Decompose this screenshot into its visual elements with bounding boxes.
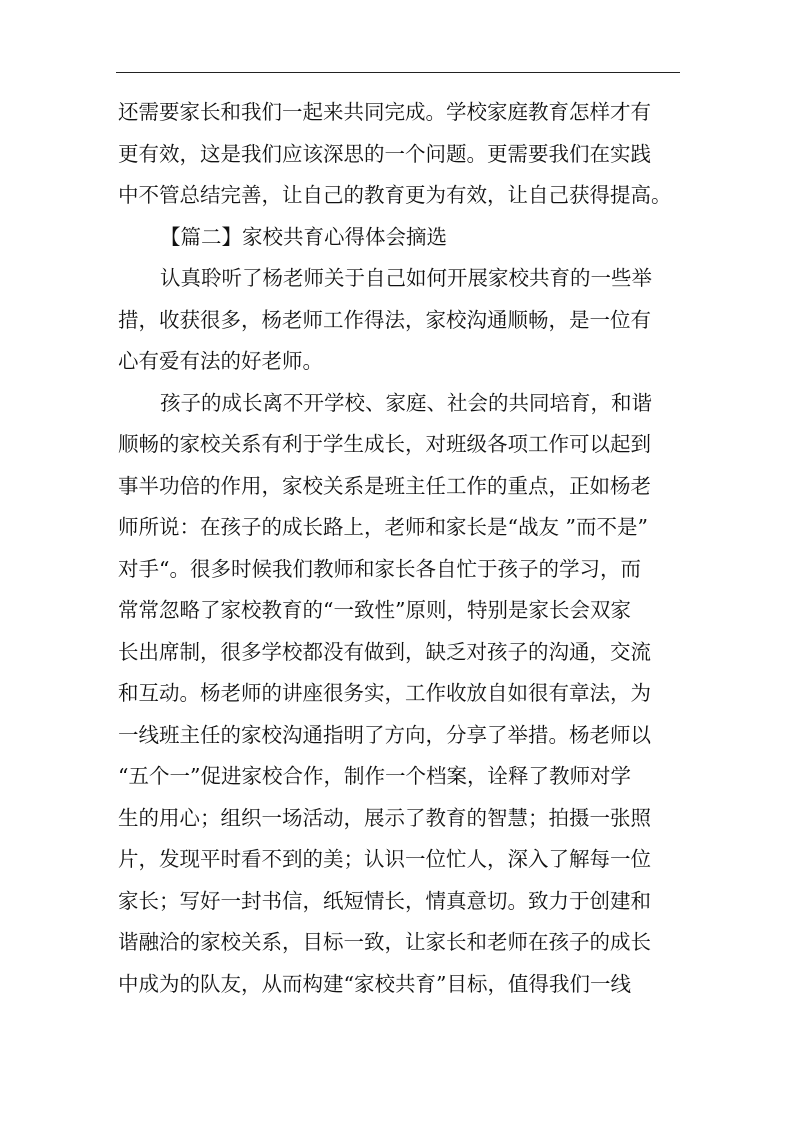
- text-line-22: 中成为的队友，从而构建“家校共育”目标，值得我们一线: [118, 972, 631, 996]
- text-line-13: 常常忽略了家校教育的“一致性”原则，特别是家长会双家: [118, 598, 631, 622]
- text-line-9: 顺畅的家校关系有利于学生成长，对班级各项工作可以起到: [118, 432, 651, 456]
- text-line-11: 师所说：在孩子的成长路上，老师和家长是“战友 ”而不是”: [118, 515, 648, 539]
- text-line-2: 更有效，这是我们应该深思的一个问题。更需要我们在实践: [118, 142, 651, 166]
- text-line-20: 家长；写好一封书信，纸短情长，情真意切。致力于创建和: [118, 889, 651, 913]
- text-line-19: 片，发现平时看不到的美；认识一位忙人，深入了解每一位: [118, 847, 651, 871]
- text-line-16: 一线班主任的家校沟通指明了方向，分享了举措。杨老师以: [118, 723, 651, 747]
- section-heading: 【篇二】家校共育心得体会摘选: [160, 225, 447, 249]
- text-line-17: “五个一”促进家校合作，制作一个档案，诠释了教师对学: [118, 764, 631, 788]
- text-line-18: 生的用心；组织一场活动，展示了教育的智慧；拍摄一张照: [118, 806, 651, 830]
- text-line-12: 对手“。很多时候我们教师和家长各自忙于孩子的学习，而: [118, 557, 641, 581]
- header-rule: [116, 72, 680, 73]
- text-line-8: 孩子的成长离不开学校、家庭、社会的共同培育，和谐: [160, 391, 652, 415]
- text-line-7: 心有爱有法的好老师。: [118, 349, 323, 373]
- text-line-21: 谐融洽的家校关系，目标一致，让家长和老师在孩子的成长: [118, 930, 651, 954]
- text-line-6: 措，收获很多，杨老师工作得法，家校沟通顺畅，是一位有: [118, 308, 651, 332]
- text-line-15: 和互动。杨老师的讲座很务实，工作收放自如很有章法，为: [118, 681, 651, 705]
- text-line-14: 长出席制，很多学校都没有做到，缺乏对孩子的沟通，交流: [118, 640, 651, 664]
- text-line-3: 中不管总结完善，让自己的教育更为有效，让自己获得提高。: [118, 183, 672, 207]
- text-line-5: 认真聆听了杨老师关于自己如何开展家校共育的一些举: [160, 266, 652, 290]
- text-line-10: 事半功倍的作用，家校关系是班主任工作的重点，正如杨老: [118, 474, 651, 498]
- text-line-1: 还需要家长和我们一起来共同完成。学校家庭教育怎样才有: [118, 100, 651, 124]
